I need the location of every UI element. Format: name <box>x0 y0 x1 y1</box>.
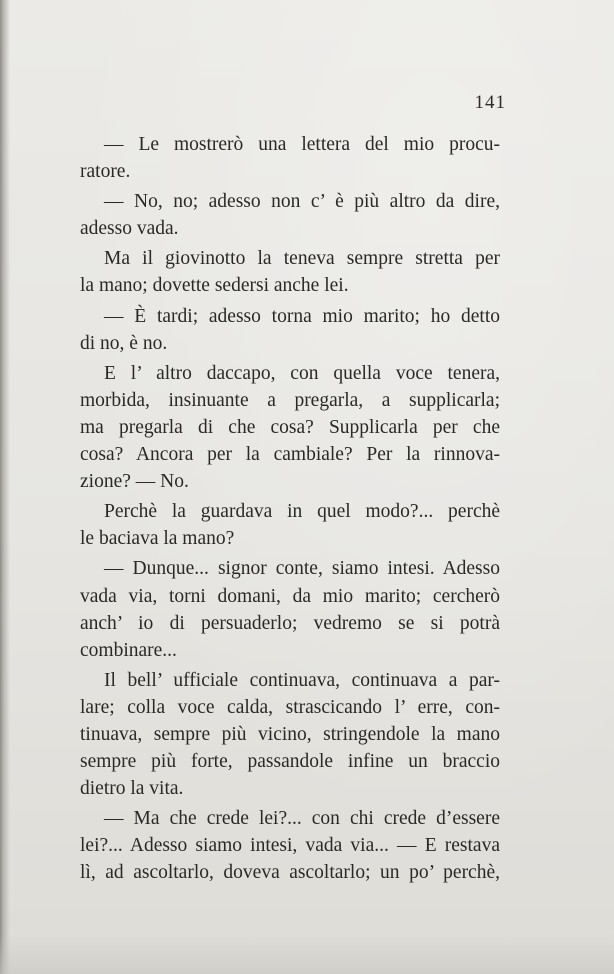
text-line: Perchè la guardava in quel modo?... perchè <box>104 501 500 523</box>
text-line: dietro la vita. <box>80 778 184 800</box>
text-line: — No, no; adesso non c’ è più altro da dire, <box>104 191 500 213</box>
paragraph <box>80 188 500 242</box>
text-line: cosa? Ancora per la cambiale? Per la rinnova- <box>80 444 500 466</box>
text-line: ma pregarla di che cosa? Supplicarla per che <box>80 416 500 438</box>
text-line: sempre più forte, passandole infine un braccio <box>80 751 500 773</box>
paragraph <box>80 245 500 299</box>
text-line: — Dunque... signor conte, siamo intesi. Adesso <box>104 558 500 580</box>
text-line: combinare... <box>80 639 177 661</box>
text-line: anch’ io di persuaderlo; vedremo se si potrà <box>80 612 500 634</box>
text-line: E l’ altro daccapo, con quella voce tenera, <box>104 362 500 384</box>
paragraph <box>80 555 500 663</box>
text-line: la mano; dovette sedersi anche lei. <box>80 275 349 297</box>
text-line: di no, è no. <box>80 332 168 354</box>
page-bottom-shade <box>0 934 614 974</box>
text-line: ratore. <box>80 161 131 183</box>
body-text <box>80 131 500 887</box>
paragraph <box>80 360 500 495</box>
paragraph <box>80 498 500 552</box>
text-line: adesso vada. <box>80 218 179 240</box>
text-line: vada via, torni domani, da mio marito; cercherò <box>80 585 500 607</box>
text-line: le baciava la mano? <box>80 528 235 550</box>
text-line: tinuava, sempre più vicino, stringendole la mano <box>80 723 500 745</box>
paragraph <box>80 805 500 886</box>
text-line: lare; colla voce calda, strascicando l’ erre, con- <box>80 696 500 718</box>
text-line: — È tardi; adesso torna mio marito; ho detto <box>104 305 500 327</box>
paragraph <box>80 303 500 357</box>
text-line: Ma il giovinotto la teneva sempre stretta per <box>104 248 500 270</box>
paragraph <box>80 131 500 185</box>
text-line: — Ma che crede lei?... con chi crede d’essere <box>104 808 500 830</box>
text-line: morbida, insinuante a pregarla, a supplicarla; <box>80 389 500 411</box>
text-line: — Le mostrerò una lettera del mio procu- <box>104 134 500 155</box>
paragraph <box>80 667 500 802</box>
binding-edge <box>0 0 10 974</box>
text-line: zione? — No. <box>80 471 189 493</box>
text-line: lì, ad ascoltarlo, doveva ascoltarlo; un po’ perchè, <box>80 862 500 884</box>
text-line: lei?... Adesso siamo intesi, vada via... — E restava <box>80 835 500 857</box>
page-number: 141 <box>474 92 506 113</box>
text-line: Il bell’ ufficiale continuava, continuava a par- <box>104 669 500 691</box>
